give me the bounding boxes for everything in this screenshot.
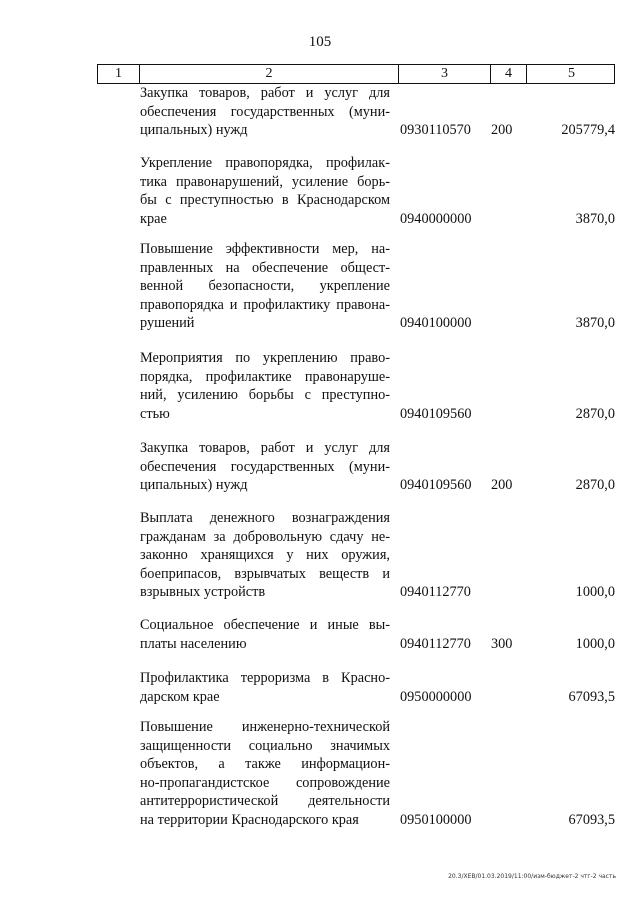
description-line: правленных на обеспечение общест-	[140, 259, 390, 276]
page-number: 105	[308, 34, 332, 50]
description-line: стью	[140, 405, 170, 422]
description-line: обеспечения государственных (муни-	[140, 458, 390, 475]
header-col-1: 1	[98, 65, 140, 83]
row-code: 0940109560	[400, 405, 472, 422]
row-description	[140, 669, 390, 706]
row-code: 0940000000	[400, 210, 472, 227]
description-line: бы с преступностью в Краснодарском	[140, 192, 390, 208]
row-description	[140, 718, 390, 829]
description-line: Закупка товаров, работ и услуг для	[140, 85, 390, 101]
description-line: обеспечения государственных (муни-	[140, 103, 390, 120]
row-code: 0950100000	[400, 811, 472, 828]
row-expense-type: 200	[491, 122, 513, 138]
description-line: Мероприятия по укреплению право-	[140, 350, 390, 366]
row-code: 0940112770	[400, 635, 471, 652]
description-line: законно хранящихся у них оружия,	[140, 547, 390, 563]
description-line: Повышение эффективности мер, на-	[140, 241, 390, 257]
description-line: защищенности социально значимых	[140, 737, 390, 754]
row-code: 0940109560	[400, 477, 472, 493]
description-line: взрывных устройств	[140, 584, 266, 600]
row-amount: 67093,5	[568, 688, 615, 705]
row-amount: 1000,0	[575, 635, 615, 652]
description-line: Социальное обеспечение и иные вы-	[140, 617, 390, 633]
description-line: гражданам за добровольную сдачу не-	[140, 528, 390, 545]
row-amount: 2870,0	[575, 477, 615, 493]
row-description	[140, 84, 390, 140]
row-description	[140, 154, 390, 228]
description-line: боеприпасов, взрывчатых веществ и	[140, 565, 390, 582]
description-line: Повышение инженерно-технической	[140, 719, 390, 735]
description-line: но-пропагандистское сопровождение	[140, 774, 390, 791]
description-line: Закупка товаров, работ и услуг для	[140, 440, 390, 456]
description-line: Профилактика терроризма в Красно-	[140, 670, 390, 686]
row-amount: 3870,0	[575, 210, 615, 227]
row-expense-type: 300	[491, 635, 513, 652]
row-description	[140, 349, 390, 423]
row-amount: 2870,0	[575, 405, 615, 422]
row-amount: 205779,4	[561, 122, 615, 138]
description-line: рушений	[140, 315, 195, 331]
header-col-4: 4	[491, 65, 527, 83]
table-header	[97, 64, 615, 84]
row-description	[140, 509, 390, 602]
row-description	[140, 616, 390, 653]
row-amount: 1000,0	[575, 584, 615, 600]
description-line: антитеррористической деятельности	[140, 793, 390, 809]
description-line: Укрепление правопорядка, профилак-	[140, 155, 390, 171]
description-line: ципальных) нужд	[140, 122, 248, 138]
description-line: порядка, профилактике правонаруше-	[140, 368, 390, 385]
description-line: ципальных) нужд	[140, 477, 248, 493]
description-line: крае	[140, 210, 167, 227]
row-amount: 67093,5	[568, 811, 615, 828]
row-code: 0940112770	[400, 584, 471, 600]
description-line: на территории Краснодарского края	[140, 811, 359, 828]
row-code: 0930110570	[400, 122, 471, 138]
description-line: дарском крае	[140, 688, 220, 705]
row-code: 0940100000	[400, 315, 472, 331]
description-line: правопорядка и профилактику правона-	[140, 296, 390, 313]
description-line: венной безопасности, укрепление	[140, 278, 390, 294]
description-line: платы населению	[140, 635, 247, 652]
description-line: ний, усилению борьбы с преступно-	[140, 387, 390, 403]
row-expense-type: 200	[491, 477, 513, 493]
row-description	[140, 439, 390, 495]
header-col-2: 2	[140, 65, 399, 83]
row-amount: 3870,0	[575, 315, 615, 331]
row-description	[140, 240, 390, 333]
header-col-3: 3	[399, 65, 491, 83]
header-col-5: 5	[568, 66, 575, 81]
footer-note: 20.3/ХЕВ/01.03.2019/11:00/изм-бюджет-2 чтг-2 часть	[448, 873, 616, 880]
description-line: тика правонарушений, усиление борь-	[140, 173, 390, 190]
description-line: объектов, а также информацион-	[140, 756, 390, 772]
description-line: Выплата денежного вознаграждения	[140, 510, 390, 526]
row-code: 0950000000	[400, 688, 472, 705]
